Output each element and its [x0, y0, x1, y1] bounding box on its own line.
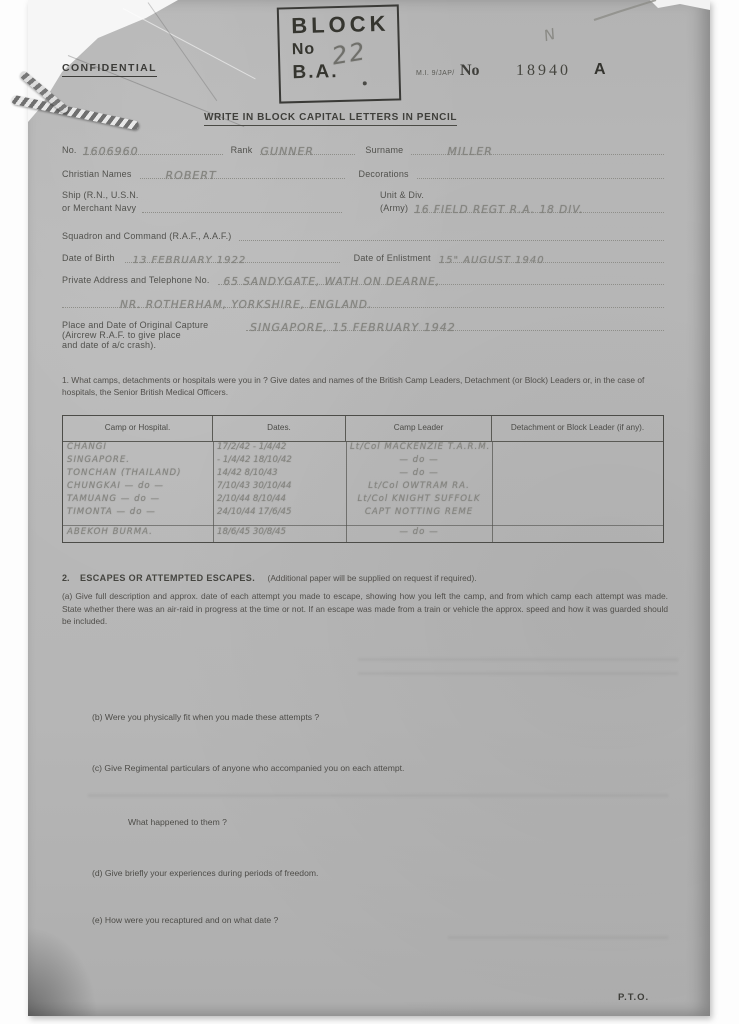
squadron-command-value-line — [239, 228, 664, 241]
question-2c2-text: What happened to them ? — [128, 817, 227, 827]
camp-table-body — [63, 442, 663, 542]
unit-div-label-line1: Unit & Div. — [380, 190, 425, 200]
no-label: No. — [62, 145, 77, 155]
capture-label-line1: Place and Date of Original Capture — [62, 320, 209, 330]
christian-names-value: ROBERT — [165, 169, 217, 182]
camp-cell-det — [492, 481, 663, 494]
serial-no-label: No — [460, 62, 480, 79]
question-2-note: (Additional paper will be supplied on request if required). — [267, 573, 477, 583]
camp-cell-leader: Lt/Col KNIGHT SUFFOLK — [357, 493, 481, 504]
camp-table — [62, 415, 664, 543]
question-2-heading: ESCAPES OR ATTEMPTED ESCAPES. — [79, 573, 256, 583]
unit-div-value: 16 FIELD REGT R.A. 18 DIV. — [414, 204, 584, 216]
handwritten-block-number: 22 — [329, 37, 369, 71]
serial-suffix: A — [594, 61, 606, 78]
camp-cell-leader: Lt/Col OWTRAM RA. — [368, 480, 470, 491]
camp-cell-dates: 7/10/43 30/10/44 — [217, 480, 292, 491]
camp-cell-camp: TONCHAN (THAILAND) — [67, 467, 182, 478]
rank-label: Rank — [230, 145, 253, 155]
camp-cell-camp: CHUNGKAI — do — — [67, 480, 164, 491]
decorations-label: Decorations — [358, 169, 409, 179]
unit-div-label-line2: (Army) — [380, 203, 409, 213]
shadow-blotch — [28, 926, 98, 1016]
camp-table-row — [63, 455, 663, 468]
camp-cell-camp: TAMUANG — do — — [67, 493, 161, 504]
question-1-text: 1. What camps, detachments or hospitals were you in ? Give dates and names of the British Camp Leaders, Detachment (or Block) Leaders or, in the case of hospitals, the Senior British Medical Officers. — [62, 375, 645, 398]
stamp-line-ba: B.A. — [292, 61, 339, 84]
ship-value-line — [142, 200, 342, 213]
date-of-enlistment-label: Date of Enlistment — [353, 253, 431, 263]
ink-bleedthrough — [448, 928, 668, 940]
camp-table-header-row — [63, 416, 663, 442]
private-address-value-line2: NR. ROTHERHAM, YORKSHIRE, ENGLAND. — [120, 299, 373, 311]
camp-cell-det — [492, 468, 663, 481]
rank-value: GUNNER — [260, 145, 315, 158]
block-number-stamp — [277, 4, 401, 103]
capture-label-line3: and date of a/c crash). — [62, 340, 157, 350]
camp-cell-leader: Lt/Col MACKENZIE T.A.R.M. — [350, 441, 491, 452]
private-address-label: Private Address and Telephone No. — [62, 275, 210, 285]
stamp-dot — [363, 81, 367, 85]
camp-cell-leader: — do — — [399, 454, 439, 465]
col-header-camp: Camp or Hospital. — [63, 416, 213, 441]
col-header-dates: Dates. — [213, 416, 346, 441]
service-number-value: 1606960 — [82, 145, 139, 158]
camp-cell-dates: 2/10/44 8/10/44 — [217, 493, 286, 504]
ink-bleedthrough — [358, 650, 678, 684]
camp-cell-det — [492, 442, 663, 455]
pencil-scribble: N — [541, 24, 558, 46]
camp-cell-det — [492, 455, 663, 468]
col-header-detachment: Detachment or Block Leader (if any). — [510, 423, 645, 432]
camp-cell-det — [492, 494, 663, 507]
table-row-divider — [63, 525, 663, 526]
decorations-value-line — [417, 166, 664, 179]
camp-cell-det — [492, 507, 663, 520]
question-2c-text: (c) Give Regimental particulars of anyone who accompanied you on each attempt. — [92, 763, 405, 773]
form-reference-code: M.I. 9/JAP/ — [416, 70, 455, 77]
question-2d-text: (d) Give briefly your experiences during periods of freedom. — [92, 868, 319, 878]
private-address-value-line1: 65 SANDYGATE, WATH ON DEARNE, — [223, 276, 441, 288]
squadron-command-label: Squadron and Command (R.A.F., A.A.F.) — [62, 231, 232, 241]
date-of-birth-value: 13 FEBRUARY 1922 — [132, 255, 247, 266]
date-of-enlistment-value: 15" AUGUST 1940 — [438, 255, 545, 266]
camp-cell-dates: 17/2/42 - 1/4/42 — [217, 441, 287, 452]
camp-table-row — [63, 494, 663, 507]
camp-table-row — [63, 442, 663, 455]
camp-cell-leader: — do — — [399, 526, 439, 537]
camp-cell-leader: CAPT NOTTING REME — [364, 506, 474, 517]
camp-table-row — [63, 468, 663, 481]
pencil-checkmark-icon — [584, 0, 664, 28]
camp-cell-dates: 14/42 8/10/43 — [217, 467, 278, 478]
question-2b-text: (b) Were you physically fit when you made these attempts ? — [92, 712, 320, 722]
serial-number: 18940 — [516, 62, 571, 79]
camp-cell-det — [492, 527, 663, 540]
capture-value: SINGAPORE, 15 FEBRUARY 1942 — [250, 321, 456, 334]
camp-cell-camp: CHANGI — [67, 441, 107, 452]
surname-value: MILLER — [447, 145, 493, 158]
stamp-line-block: BLOCK — [290, 10, 390, 39]
classification-label: CONFIDENTIAL — [62, 62, 157, 77]
camp-cell-camp: ABEKOH BURMA. — [67, 526, 153, 537]
camp-table-row — [63, 527, 663, 540]
camp-cell-dates: 24/10/44 17/6/45 — [217, 506, 292, 517]
form-title: WRITE IN BLOCK CAPITAL LETTERS IN PENCIL — [204, 112, 457, 126]
ink-bleedthrough — [88, 786, 668, 798]
capture-label-line2: (Aircrew R.A.F. to give place — [62, 330, 181, 340]
ship-label-line2: or Merchant Navy — [62, 203, 137, 213]
question-2e-text: (e) How were you recaptured and on what date ? — [92, 915, 279, 925]
document-sheet — [28, 0, 710, 1016]
question-2-number: 2. — [62, 573, 70, 583]
ship-label-line1: Ship (R.N., U.S.N. — [62, 190, 139, 200]
camp-cell-camp: SINGAPORE. — [67, 454, 131, 465]
col-header-leader: Camp Leader — [346, 416, 492, 441]
question-2a-text: (a) Give full description and approx. date of each attempt you made to escape, showing how you left the camp, and from which camp each attempt was made. State whether there was an air-raid in progress at the time or not. If an escape was made from a train or vehicle the approx. speed and how it was guarded should be included. — [62, 591, 668, 627]
camp-table-row — [63, 481, 663, 494]
surname-label: Surname — [365, 145, 404, 155]
date-of-birth-label: Date of Birth — [62, 253, 115, 263]
camp-cell-leader: — do — — [399, 467, 439, 478]
camp-cell-dates: 18/6/45 30/8/45 — [217, 526, 286, 537]
page-turn-over-label: P.T.O. — [618, 992, 650, 1003]
camp-cell-camp: TIMONTA — do — — [67, 506, 156, 517]
stamp-line-no: No — [291, 40, 316, 59]
christian-names-label: Christian Names — [62, 169, 132, 179]
camp-table-row — [63, 507, 663, 520]
camp-cell-dates: - 1/4/42 18/10/42 — [217, 454, 292, 465]
